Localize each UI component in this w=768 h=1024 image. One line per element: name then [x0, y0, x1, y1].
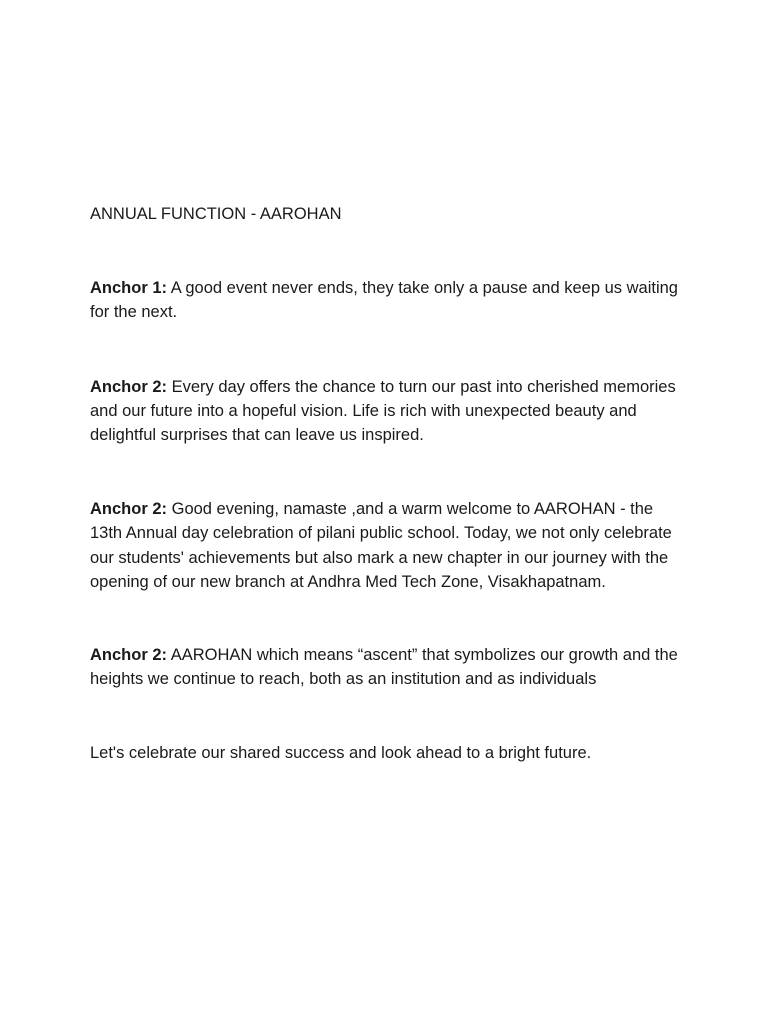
anchor-paragraph-4 — [90, 643, 680, 691]
paragraph-text: Every day offers the chance to turn our past into cherished memories and our future into a hopeful vision. Life is rich with unexpected beauty and delightful surprises that can leave us inspired. — [90, 377, 676, 445]
closing-paragraph: Let's celebrate our shared success and look ahead to a bright future. — [90, 744, 592, 763]
anchor-paragraph-1 — [90, 276, 680, 324]
anchor-paragraph-2 — [90, 375, 680, 448]
paragraph-text: Good evening, namaste ,and a warm welcome to AAROHAN - the 13th Annual day celebration of pilani public school. Today, we not only celebrate our students' achievements but also mark a new chapter in our journey with the opening of our new branch at Andhra Med Tech Zone, Visakhapatnam. — [90, 500, 672, 591]
speaker-label: Anchor 1: — [90, 279, 168, 298]
spacer — [90, 691, 680, 741]
spacer — [90, 594, 680, 643]
document-title: ANNUAL FUNCTION - AAROHAN — [90, 205, 342, 223]
anchor-paragraph-3 — [90, 497, 680, 594]
spacer — [90, 226, 680, 276]
speaker-label: Anchor 2: — [90, 500, 168, 519]
spacer — [90, 325, 680, 375]
paragraph-text: AAROHAN which means “ascent” that symbolizes our growth and the heights we continue to reach, both as an institution and as individuals — [90, 646, 678, 689]
speaker-label: Anchor 2: — [90, 646, 168, 665]
speaker-label: Anchor 2: — [90, 377, 168, 396]
spacer — [90, 447, 680, 497]
document-body — [90, 202, 680, 766]
paragraph-text: A good event never ends, they take only a pause and keep us waiting for the next. — [90, 279, 678, 322]
